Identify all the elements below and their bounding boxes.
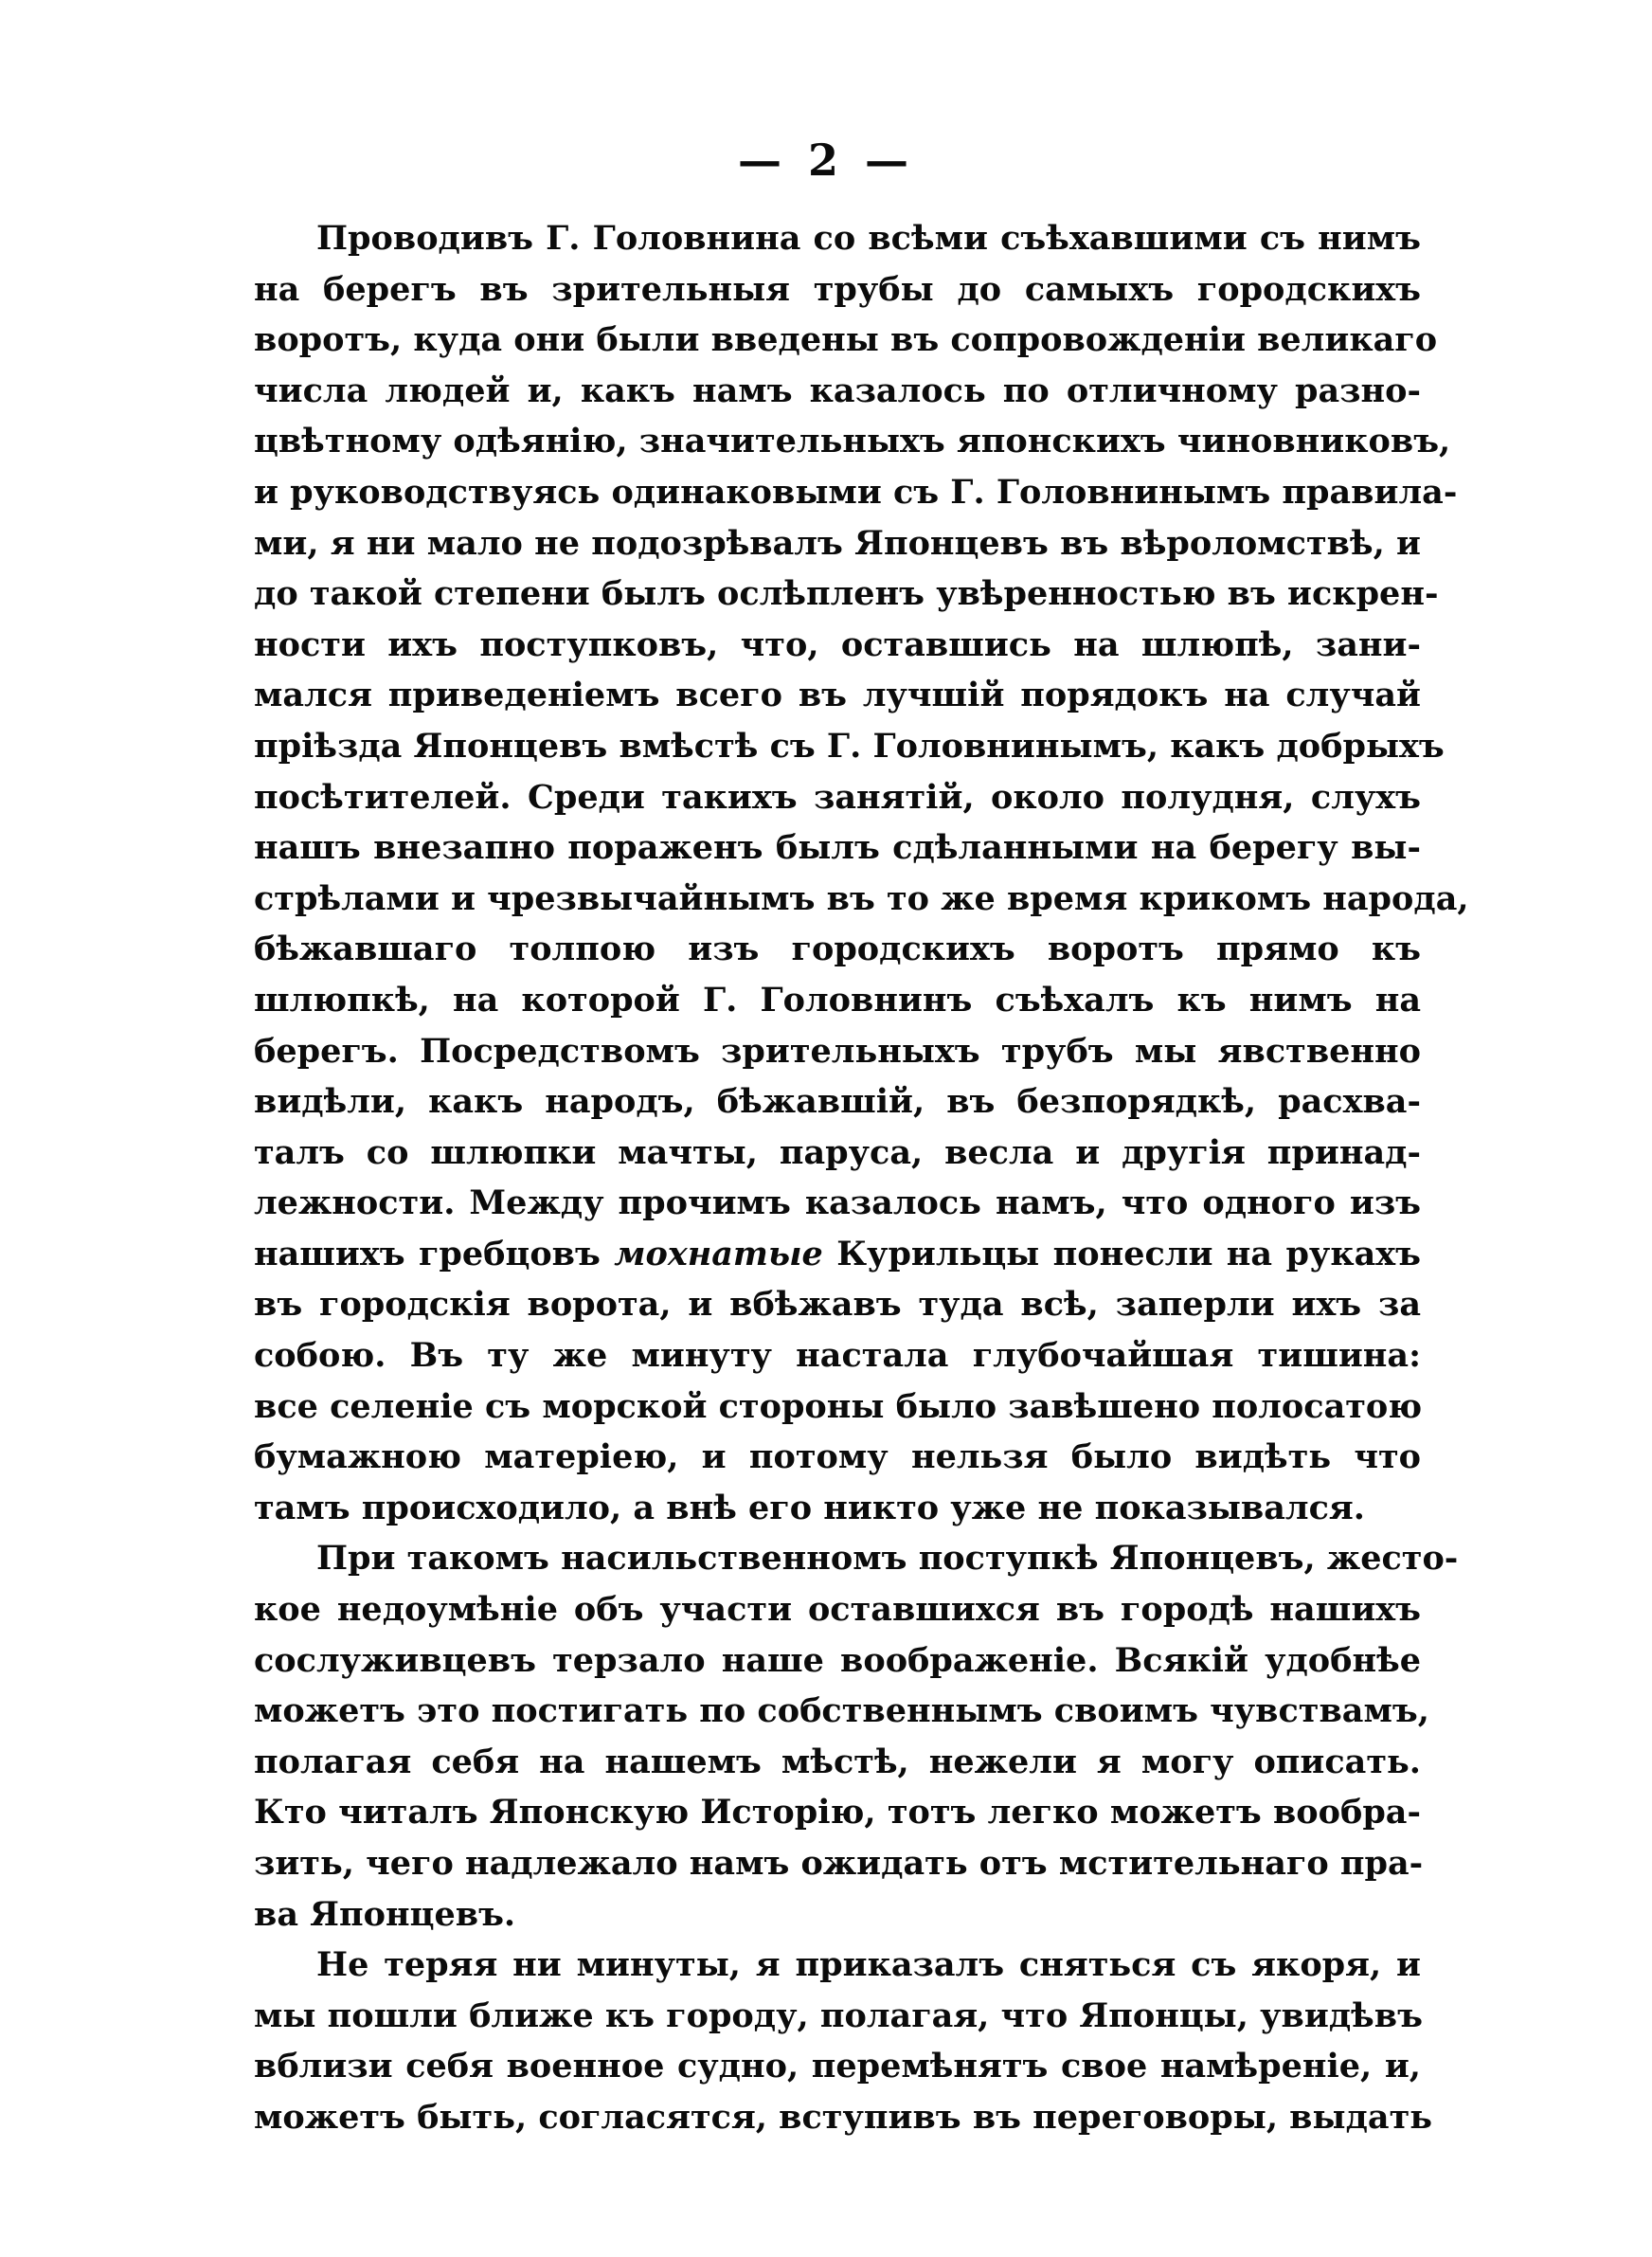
text-line: и руководствуясь одинаковыми съ Г. Головнинымъ правила- [254,472,1458,512]
text-line: собою. Въ ту же минуту настала глубочайшая тишина: [254,1336,1421,1376]
text-line: мался приведеніемъ всего въ лучшій порядокъ на случай [254,676,1421,715]
text-line: кое недоумѣніе объ участи оставшихся въ городѣ нашихъ [254,1590,1421,1630]
emphasized-word: мохнатые [614,1234,823,1273]
text-line: въ городскія ворота, и вбѣжавъ туда всѣ, заперли ихъ за [254,1285,1421,1325]
text-line: видѣли, какъ народъ, бѣжавшій, въ безпорядкѣ, расхва- [254,1082,1421,1122]
text-line: вблизи себя военное судно, перемѣнятъ свое намѣреніе, и, [254,2047,1421,2086]
text-line: посѣтителей. Среди такихъ занятій, около полудня, слухъ [254,777,1421,817]
text-line: берегъ. Посредствомъ зрительныхъ трубъ мы явственно [254,1031,1421,1071]
text-line: нашъ внезапно пораженъ былъ сдѣланными на берегу вы- [254,828,1421,868]
text-line: пріѣзда Японцевъ вмѣстѣ съ Г. Головнинымъ, какъ добрыхъ [254,726,1445,766]
text-line: Кто читалъ Японскую Исторію, тотъ легко можетъ вообра- [254,1793,1421,1833]
text-line: шлюпкѣ, на которой Г. Головнинъ съѣхалъ къ нимъ на [254,980,1421,1020]
text-line: Проводивъ Г. Головнина со всѣми съѣхавшими съ нимъ [316,219,1421,258]
text-line: стрѣлами и чрезвычайнымъ въ то же время крикомъ народа, [254,878,1469,918]
text-line: бумажною матеріею, и потому нельзя было видѣть что [254,1437,1421,1477]
paragraph-3 [254,1940,1433,2142]
text-line: на берегъ въ зрительныя трубы до самыхъ городскихъ [254,269,1421,309]
text-line: талъ со шлюпки мачты, паруса, весла и другія принад- [254,1132,1421,1172]
text-line: ва Японцевъ. [254,1894,516,1934]
text-line-with-emphasis: нашихъ гребцовъ мохнатые Курильцы понесли на рукахъ [254,1234,1422,1273]
page-number: — 2 — [737,135,915,186]
body-text [254,213,1469,2143]
text-line: полагая себя на нашемъ мѣстѣ, нежели я могу описать. [254,1742,1421,1781]
text-line: цвѣтному одѣянію, значительныхъ японскихъ чиновниковъ, [254,422,1451,461]
text-line: тамъ происходило, а внѣ его никто уже не показывался. [254,1488,1365,1527]
text-line: Не теряя ни минуты, я приказалъ сняться съ якоря, и [316,1945,1421,1985]
text-line: числа людей и, какъ намъ казалось по отличному разно- [254,370,1421,410]
text-line: сослуживцевъ терзало наше воображеніе. Всякій удобнѣе [254,1640,1421,1680]
paragraph-1 [254,213,1469,1533]
text-line: можетъ быть, согласятся, вступивъ въ переговоры, выдать [254,2097,1433,2137]
text-line: ности ихъ поступковъ, что, оставшись на шлюпѣ, зани- [254,624,1421,664]
text-line: до такой степени былъ ослѣпленъ увѣренностью въ искрен- [254,574,1439,614]
text-line: зить, чего надлежало намъ ожидать отъ мстительнаго пра- [254,1844,1424,1883]
text-line: мы пошли ближе къ городу, полагая, что Японцы, увидѣвъ [254,1995,1423,2035]
text-line: бѣжавшаго толпою изъ городскихъ воротъ прямо къ [254,930,1421,969]
text-line: ми, я ни мало не подозрѣвалъ Японцевъ въ вѣроломствѣ, и [254,523,1421,563]
text-line: можетъ это постигать по собственнымъ своимъ чувствамъ, [254,1691,1429,1731]
text-line: лежности. Между прочимъ казалось намъ, что одного изъ [254,1183,1421,1223]
text-line: воротъ, куда они были введены въ сопровожденіи великаго [254,320,1438,360]
text-line: При такомъ насильственномъ поступкѣ Японцевъ, жесто- [316,1539,1459,1579]
paragraph-2 [254,1533,1459,1940]
text-line: все селеніе съ морской стороны было завѣшено полосатою [254,1386,1423,1426]
